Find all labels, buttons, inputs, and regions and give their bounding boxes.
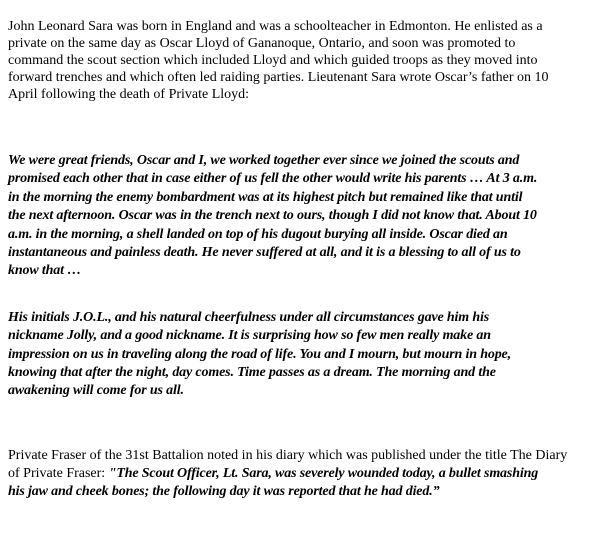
text-segment: Private Fraser of the 31st Battalion noted in his diary which was published under the title The Diary: [8, 447, 568, 463]
text-line: His initials J.O.L., and his natural cheerfulness under all circumstances gave him his: [8, 309, 490, 325]
paragraph-intro: [8, 18, 600, 103]
text-line: impression on us in traveling along the road of life. You and I mourn, but mourn in hope,: [8, 346, 511, 362]
text-line: We were great friends, Oscar and I, we worked together ever since we joined the scouts and: [8, 153, 520, 168]
text-segment: of Private Fraser:: [8, 465, 109, 481]
text-line: knowing that after the night, day comes. Time passes as a dream. The morning and the: [8, 365, 496, 381]
quoted-text-segment: "The Scout Officer, Lt. Sara, was severely wounded today, a bullet smashing: [108, 465, 539, 481]
text-line: [8, 447, 600, 465]
paragraph-fraser-diary-note: [8, 447, 600, 501]
paragraph-letter-excerpt-2: [8, 309, 600, 401]
text-line: know that …: [8, 263, 82, 279]
text-line: nickname Jolly, and a good nickname. It is surprising how so few men really make an: [8, 328, 491, 344]
quoted-text-segment: his jaw and cheek bones; the following day it was reported that he had died.”: [8, 483, 440, 499]
text-line: the next afternoon. Oscar was in the trench next to ours, though I did not know that. About 10: [8, 208, 537, 224]
text-line: [8, 465, 600, 483]
text-line: promised each other that in case either of us fell the other would write his parents … At 3 a.m.: [8, 171, 538, 187]
text-line: [8, 483, 600, 501]
text-line: a.m. in the morning, a shell landed on top of his dugout burying all inside. Oscar died an: [8, 226, 508, 242]
text-line: command the scout section which included Lloyd and which guided troops as they moved into: [8, 53, 538, 68]
text-line: in the morning the enemy bombardment was at its highest pitch but remained like that until: [8, 189, 523, 205]
text-line: John Leonard Sara was born in England and was a schoolteacher in Edmonton. He enlisted as a: [8, 19, 543, 34]
text-line: awakening will come for us all.: [8, 383, 184, 399]
paragraph-letter-excerpt-1: [8, 152, 600, 281]
text-line: instantaneous and painless death. He never suffered at all, and it is a blessing to all of us to: [8, 245, 521, 261]
text-line: private on the same day as Oscar Lloyd of Gananoque, Ontario, and soon was promoted to: [8, 36, 516, 51]
text-line: April following the death of Private Lloyd:: [8, 87, 250, 102]
text-line: forward trenches and which often led raiding parties. Lieutenant Sara wrote Oscar’s father on 10: [8, 70, 549, 85]
